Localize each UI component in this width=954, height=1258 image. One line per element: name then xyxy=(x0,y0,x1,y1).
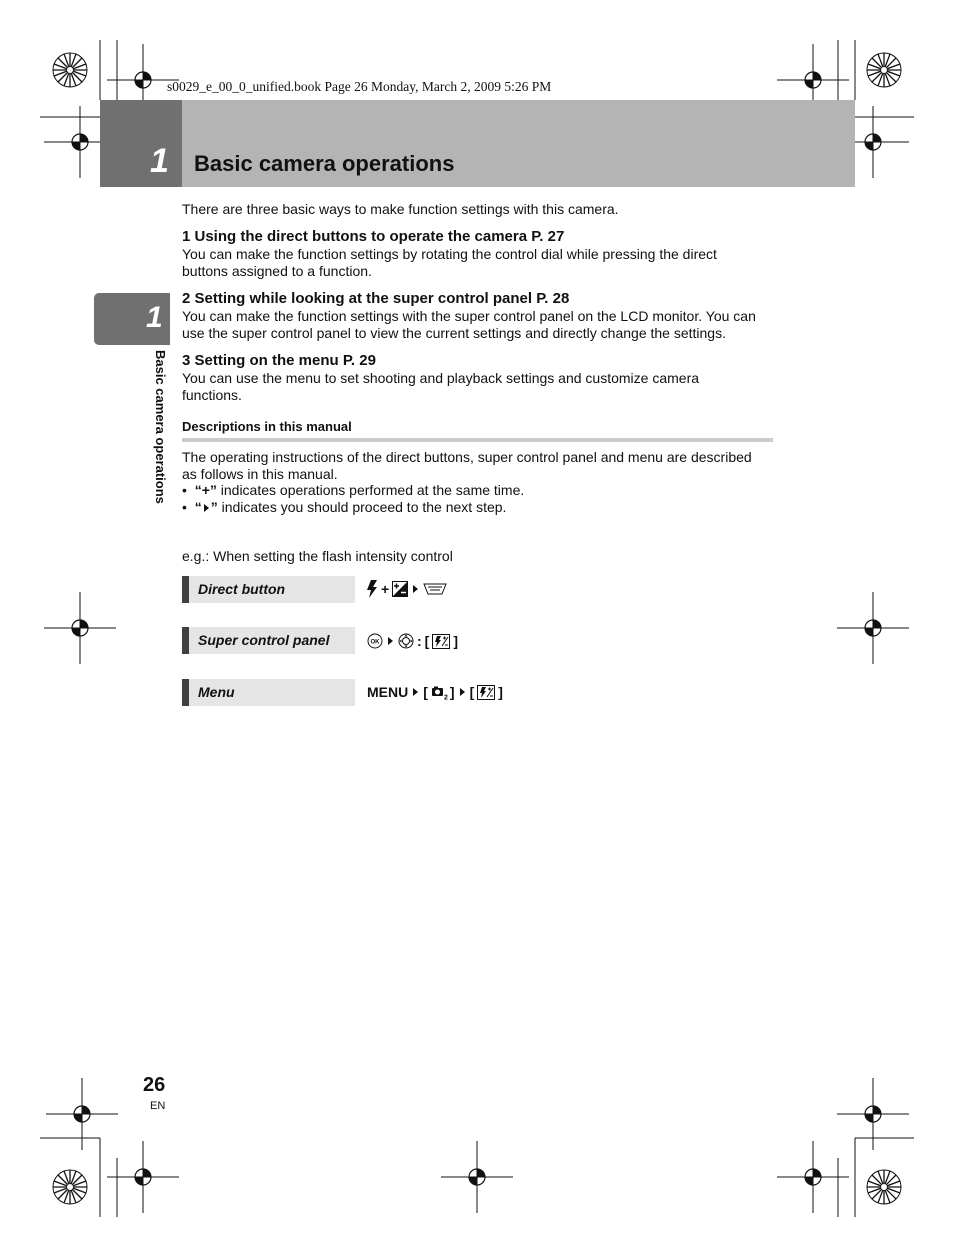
bracket-close: ] xyxy=(498,684,503,700)
section-3-heading: 3 Setting on the menu P. 29 xyxy=(182,352,376,369)
bullet-dot: • xyxy=(182,482,195,498)
row-super-control-panel-label: Super control panel xyxy=(198,632,330,648)
section-2-heading: 2 Setting while looking at the super control panel P. 28 xyxy=(182,290,570,307)
descriptions-body-line-2: as follows in this manual. xyxy=(182,466,338,482)
row-direct-button xyxy=(182,576,355,603)
plus-symbol: “+” xyxy=(194,482,217,498)
next-step-arrow-icon xyxy=(204,504,209,512)
book-info: s0029_e_00_0_unified.book Page 26 Monday, March 2, 2009 5:26 PM xyxy=(167,79,552,94)
bracket-open: [ xyxy=(423,684,428,700)
descriptions-body-line-1: The operating instructions of the direct buttons, super control panel and menu are described xyxy=(182,449,752,465)
exposure-compensation-icon xyxy=(392,581,408,597)
row-menu-label: Menu xyxy=(198,684,235,700)
svg-text:2: 2 xyxy=(443,694,448,701)
section-2-body-line-1: You can make the function settings with the super control panel on the LCD monitor. You can xyxy=(182,308,756,324)
direct-button-sequence xyxy=(367,579,447,599)
svg-text:OK: OK xyxy=(370,639,380,646)
row-direct-button-label: Direct button xyxy=(198,581,286,597)
descriptions-rule xyxy=(182,438,773,442)
next-step-arrow-icon xyxy=(388,637,393,645)
page-number: 26 xyxy=(143,1074,166,1096)
bracket-close: ] xyxy=(449,684,455,700)
quote-close: ” xyxy=(210,499,218,515)
flash-intensity-icon xyxy=(477,685,495,700)
bullet-arrow xyxy=(182,499,506,516)
section-3-body-line-2: functions. xyxy=(182,387,242,403)
chapter-number: 1 xyxy=(150,142,169,180)
shooting-menu-2-icon xyxy=(431,685,447,700)
menu-sequence xyxy=(367,682,503,702)
descriptions-heading: Descriptions in this manual xyxy=(182,419,352,434)
next-step-arrow-icon xyxy=(460,688,465,696)
section-2-body-line-2: use the super control panel to view the current settings and directly change the settings. xyxy=(182,325,726,341)
flash-intensity-icon xyxy=(432,634,450,649)
row-menu xyxy=(182,679,355,706)
bullet-arrow-text: indicates you should proceed to the next step. xyxy=(217,499,507,515)
bracket-close: ] xyxy=(453,633,459,649)
page-language: EN xyxy=(150,1100,166,1112)
section-1-body-line-1: You can make the function settings by rotating the control dial while pressing the direct xyxy=(182,246,717,262)
menu-word: MENU xyxy=(367,684,409,700)
bracket-open: [ xyxy=(424,633,430,649)
quote-open: “ xyxy=(194,499,202,515)
next-step-arrow-icon xyxy=(413,585,418,593)
bullet-dot: • xyxy=(182,499,195,515)
plus-sign: + xyxy=(381,581,390,597)
section-1-body-line-2: buttons assigned to a function. xyxy=(182,263,372,279)
control-dial-icon xyxy=(423,582,447,596)
section-3-body-line-1: You can use the menu to set shooting and playback settings and customize camera xyxy=(182,370,700,386)
row-super-control-panel xyxy=(182,627,355,654)
section-1-heading: 1 Using the direct buttons to operate the camera P. 27 xyxy=(182,228,565,245)
page-title: Basic camera operations xyxy=(194,151,455,176)
bullet-plus-text: indicates operations performed at the same time. xyxy=(216,482,525,498)
super-control-panel-sequence xyxy=(367,631,458,651)
example-text: e.g.: When setting the flash intensity control xyxy=(182,548,453,564)
next-step-arrow-icon xyxy=(413,688,418,696)
side-chapter-number: 1 xyxy=(146,301,163,334)
flash-icon xyxy=(367,580,378,598)
bullet-plus xyxy=(182,482,524,499)
colon-sign: : xyxy=(417,633,422,649)
side-chapter-label: Basic camera operations xyxy=(153,350,168,504)
bracket-open: [ xyxy=(469,684,475,700)
intro-text: There are three basic ways to make function settings with this camera. xyxy=(182,201,619,217)
arrow-pad-icon xyxy=(398,633,414,649)
ok-button-icon xyxy=(367,633,383,649)
